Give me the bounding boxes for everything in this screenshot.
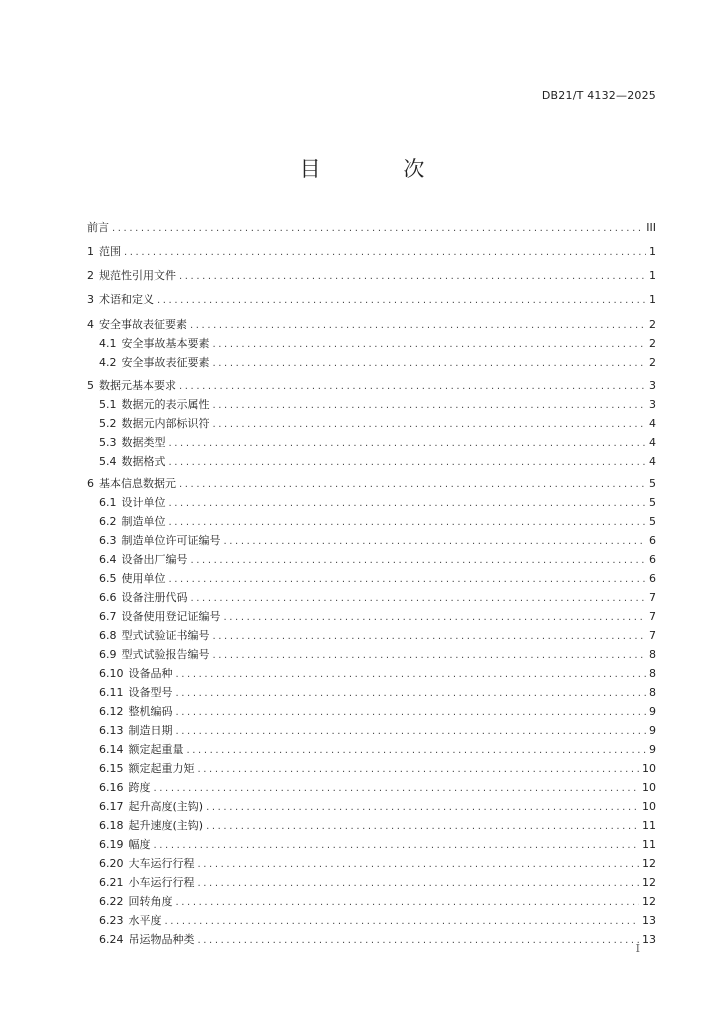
toc-entry[interactable] — [99, 913, 656, 929]
toc-entry-number: 6.14 — [99, 743, 124, 756]
toc-entry-label: 设备出厂编号 — [121, 553, 188, 566]
toc-entry-title — [99, 742, 184, 758]
toc-entry-title — [99, 761, 195, 777]
toc-entry-page: 8 — [649, 648, 656, 661]
toc-entry-label: 基本信息数据元 — [99, 477, 176, 490]
toc-entry-page: 7 — [649, 591, 656, 604]
toc-entry-title — [87, 476, 176, 492]
toc-entry-label: 数据元内部标识符 — [121, 417, 210, 430]
toc-entry-label: 小车运行行程 — [128, 876, 195, 889]
toc-entry-title — [99, 336, 210, 352]
toc-entry[interactable] — [99, 723, 656, 739]
toc-entry[interactable] — [87, 317, 656, 333]
toc-entry-number: 6.4 — [99, 553, 117, 566]
toc-entry[interactable] — [99, 875, 656, 891]
toc-entry[interactable] — [99, 533, 656, 549]
toc-entry-title — [99, 913, 162, 929]
toc-entry-number: 5.3 — [99, 436, 117, 449]
toc-entry-page: 7 — [649, 610, 656, 623]
document-code: DB21/T 4132—2025 — [541, 89, 656, 102]
toc-entry-page: 13 — [642, 933, 656, 946]
toc-leader-dots — [213, 417, 647, 433]
toc-entry-page: 6 — [649, 553, 656, 566]
toc-entry-title — [99, 552, 188, 568]
toc-leader-dots — [206, 800, 639, 816]
toc-entry-title — [99, 571, 166, 587]
toc-entry-page: 9 — [649, 705, 656, 718]
toc-entry-title — [99, 856, 195, 872]
toc-entry-page: 9 — [649, 743, 656, 756]
toc-entry-title — [87, 317, 187, 333]
toc-leader-dots — [206, 819, 639, 835]
toc-entry-label: 额定起重力矩 — [128, 762, 195, 775]
toc-leader-dots — [176, 686, 647, 702]
toc-entry-title — [99, 818, 203, 834]
toc-entry-title — [99, 780, 151, 796]
toc-entry[interactable] — [99, 780, 656, 796]
toc-entry-label: 安全事故表征要素 — [99, 318, 187, 331]
toc-entry-label: 吊运物品种类 — [128, 933, 195, 946]
toc-leader-dots — [198, 876, 640, 892]
toc-entry-title — [99, 704, 173, 720]
toc-entry-number: 6.16 — [99, 781, 124, 794]
toc-entry-number: 1 — [87, 245, 94, 258]
toc-entry-title — [99, 723, 173, 739]
toc-entry-title — [99, 799, 203, 815]
toc-entry-label: 跨度 — [128, 781, 151, 794]
toc-entry-title — [87, 244, 121, 260]
toc-entry[interactable] — [99, 454, 656, 470]
toc-entry-number: 6.17 — [99, 800, 124, 813]
toc-entry-page: 7 — [649, 629, 656, 642]
toc-entry-page: 10 — [642, 762, 656, 775]
toc-leader-dots — [179, 477, 646, 493]
toc-entry-page: 13 — [642, 914, 656, 927]
toc-entry-title — [99, 495, 166, 511]
toc-entry-page: 5 — [649, 477, 656, 490]
toc-entry-label: 设备型号 — [128, 686, 173, 699]
toc-entry-label: 前言 — [87, 221, 109, 234]
toc-entry-number: 5.1 — [99, 398, 117, 411]
toc-entry-label: 设备使用登记证编号 — [121, 610, 221, 623]
toc-entry-page: 4 — [649, 417, 656, 430]
toc-entry-page: 11 — [642, 819, 656, 832]
toc-entry[interactable] — [99, 856, 656, 872]
toc-leader-dots — [224, 610, 647, 626]
toc-entry-title — [87, 220, 109, 236]
toc-entry-number: 6.8 — [99, 629, 117, 642]
toc-entry-page: 6 — [649, 534, 656, 547]
toc-entry[interactable] — [99, 628, 656, 644]
toc-entry-number: 4.1 — [99, 337, 117, 350]
toc-entry-title — [99, 533, 221, 549]
toc-entry-page: 4 — [649, 436, 656, 449]
toc-entry[interactable] — [99, 571, 656, 587]
toc-entry-number: 6.19 — [99, 838, 124, 851]
toc-entry-label: 型式试验报告编号 — [121, 648, 210, 661]
toc-entry-label: 数据元基本要求 — [99, 379, 176, 392]
toc-entry-number: 4 — [87, 318, 94, 331]
toc-entry[interactable] — [99, 590, 656, 606]
toc-entry-label: 水平度 — [128, 914, 162, 927]
toc-entry-number: 6.22 — [99, 895, 124, 908]
toc-entry-page: 8 — [649, 686, 656, 699]
toc-entry[interactable] — [87, 476, 656, 492]
toc-entry-page: 12 — [642, 857, 656, 870]
toc-entry-title — [99, 355, 210, 371]
toc-entry-label: 型式试验证书编号 — [121, 629, 210, 642]
toc-entry-title — [99, 454, 166, 470]
toc-entry-label: 安全事故表征要素 — [121, 356, 210, 369]
toc-entry[interactable] — [99, 685, 656, 701]
toc-entry[interactable] — [87, 378, 656, 394]
toc-entry-number: 6.11 — [99, 686, 124, 699]
toc-entry-number: 6.3 — [99, 534, 117, 547]
toc-entry-page: III — [646, 221, 656, 234]
toc-entry-title — [99, 435, 166, 451]
toc-entry-page: 1 — [649, 269, 656, 282]
toc-entry-number: 6.24 — [99, 933, 124, 946]
toc-entry-page: 2 — [649, 356, 656, 369]
toc-leader-dots — [179, 269, 646, 285]
toc-entry-page: 3 — [649, 398, 656, 411]
toc-entry-number: 6.5 — [99, 572, 117, 585]
toc-entry-label: 回转角度 — [128, 895, 173, 908]
toc-entry-page: 9 — [649, 724, 656, 737]
toc-entry[interactable] — [99, 837, 656, 853]
toc-entry-number: 6.21 — [99, 876, 124, 889]
toc-leader-dots — [165, 914, 640, 930]
toc-entry-label: 数据类型 — [121, 436, 166, 449]
toc-entry-page: 3 — [649, 379, 656, 392]
toc-entry-label: 额定起重量 — [128, 743, 184, 756]
toc-entry-number: 6.2 — [99, 515, 117, 528]
toc-entry-number: 5 — [87, 379, 94, 392]
toc-entry[interactable] — [99, 355, 656, 371]
toc-entry-number: 6.6 — [99, 591, 117, 604]
toc-entry-number: 6.13 — [99, 724, 124, 737]
toc-leader-dots — [169, 572, 647, 588]
toc-entry-number: 6.7 — [99, 610, 117, 623]
toc-entry-number: 5.4 — [99, 455, 117, 468]
toc-entry[interactable] — [87, 292, 656, 308]
toc-leader-dots — [169, 455, 647, 471]
toc-entry-page: 12 — [642, 895, 656, 908]
toc-entry-number: 6 — [87, 477, 94, 490]
toc-entry-label: 数据格式 — [121, 455, 166, 468]
toc-entry[interactable] — [99, 647, 656, 663]
toc-entry-page: 10 — [642, 800, 656, 813]
toc-entry-page: 4 — [649, 455, 656, 468]
toc-entry-page: 1 — [649, 245, 656, 258]
toc-entry[interactable] — [99, 435, 656, 451]
toc-entry-page: 11 — [642, 838, 656, 851]
toc-entry-page: 8 — [649, 667, 656, 680]
toc-entry[interactable] — [99, 552, 656, 568]
toc-entry[interactable] — [99, 932, 656, 948]
toc-entry-title — [99, 514, 166, 530]
toc-entry-page: 1 — [649, 293, 656, 306]
page-title: 目 次 — [299, 157, 463, 181]
toc-entry-label: 制造单位许可证编号 — [121, 534, 221, 547]
toc-entry-title — [87, 378, 176, 394]
toc-entry-title — [99, 416, 210, 432]
toc-entry-label: 规范性引用文件 — [99, 269, 176, 282]
toc-leader-dots — [213, 337, 647, 353]
toc-leader-dots — [176, 724, 647, 740]
toc-entry-title — [87, 292, 154, 308]
toc-entry-number: 4.2 — [99, 356, 117, 369]
toc-entry-label: 起升速度(主钩) — [128, 819, 204, 832]
toc-entry-label: 起升高度(主钩) — [128, 800, 204, 813]
toc-entry[interactable] — [99, 818, 656, 834]
toc-leader-dots — [124, 245, 646, 261]
toc-entry-label: 设备品种 — [128, 667, 173, 680]
toc-entry-title — [99, 875, 195, 891]
toc-leader-dots — [187, 743, 647, 759]
toc-leader-dots — [154, 838, 640, 854]
toc-entry-title — [99, 628, 210, 644]
toc-leader-dots — [213, 648, 647, 664]
toc-entry[interactable] — [99, 416, 656, 432]
toc-leader-dots — [154, 781, 640, 797]
toc-entry-title — [99, 837, 151, 853]
toc-entry-page: 5 — [649, 515, 656, 528]
toc-entry[interactable] — [87, 244, 656, 260]
toc-entry[interactable] — [99, 336, 656, 352]
toc-leader-dots — [190, 318, 646, 334]
toc-entry-title — [99, 685, 173, 701]
toc-entry[interactable] — [99, 799, 656, 815]
toc-entry-number: 3 — [87, 293, 94, 306]
toc-entry-number: 6.20 — [99, 857, 124, 870]
toc-entry-title — [87, 268, 176, 284]
toc-leader-dots — [213, 398, 647, 414]
toc-entry-title — [99, 894, 173, 910]
toc-entry-title — [99, 932, 195, 948]
toc-entry-number: 6.9 — [99, 648, 117, 661]
toc-entry-label: 范围 — [99, 245, 121, 258]
toc-leader-dots — [169, 496, 647, 512]
toc-entry-label: 整机编码 — [128, 705, 173, 718]
toc-entry[interactable] — [99, 495, 656, 511]
toc-entry-label: 术语和定义 — [99, 293, 154, 306]
toc-leader-dots — [169, 436, 647, 452]
toc-entry-label: 制造日期 — [128, 724, 173, 737]
toc-entry-label: 数据元的表示属性 — [121, 398, 210, 411]
page-number: I — [635, 942, 640, 955]
toc-entry-number: 6.15 — [99, 762, 124, 775]
toc-leader-dots — [213, 629, 647, 645]
toc-entry-title — [99, 397, 210, 413]
toc-entry-title — [99, 609, 221, 625]
toc-entry-number: 6.12 — [99, 705, 124, 718]
toc-entry[interactable] — [99, 704, 656, 720]
toc-entry[interactable] — [99, 666, 656, 682]
toc-leader-dots — [112, 221, 643, 237]
toc-leader-dots — [176, 705, 647, 721]
toc-entry-label: 大车运行行程 — [128, 857, 195, 870]
toc-leader-dots — [198, 933, 640, 949]
toc-entry[interactable] — [99, 894, 656, 910]
toc-entry-number: 2 — [87, 269, 94, 282]
toc-entry-label: 使用单位 — [121, 572, 166, 585]
toc-entry-number: 6.10 — [99, 667, 124, 680]
toc-entry-page: 5 — [649, 496, 656, 509]
toc-entry[interactable] — [87, 220, 656, 236]
toc-entry-title — [99, 647, 210, 663]
toc-leader-dots — [191, 553, 647, 569]
toc-entry[interactable] — [99, 609, 656, 625]
toc-entry-page: 2 — [649, 318, 656, 331]
toc-entry[interactable] — [99, 761, 656, 777]
toc-entry-page: 6 — [649, 572, 656, 585]
toc-entry[interactable] — [99, 514, 656, 530]
toc-entry-number: 5.2 — [99, 417, 117, 430]
toc-entry-label: 制造单位 — [121, 515, 166, 528]
toc-leader-dots — [157, 293, 646, 309]
toc-entry-label: 安全事故基本要素 — [121, 337, 210, 350]
toc-leader-dots — [191, 591, 647, 607]
toc-entry[interactable] — [99, 742, 656, 758]
toc-entry-number: 6.23 — [99, 914, 124, 927]
toc-entry-page: 10 — [642, 781, 656, 794]
toc-entry[interactable] — [87, 268, 656, 284]
toc-entry[interactable] — [99, 397, 656, 413]
toc-entry-page: 12 — [642, 876, 656, 889]
toc-leader-dots — [224, 534, 647, 550]
toc-leader-dots — [198, 857, 640, 873]
toc-entry-label: 设计单位 — [121, 496, 166, 509]
toc-entry-number: 6.1 — [99, 496, 117, 509]
toc-leader-dots — [176, 895, 640, 911]
toc-entry-number: 6.18 — [99, 819, 124, 832]
toc-leader-dots — [169, 515, 647, 531]
toc-leader-dots — [176, 667, 647, 683]
toc-leader-dots — [179, 379, 646, 395]
toc-entry-label: 幅度 — [128, 838, 151, 851]
toc-entry-page: 2 — [649, 337, 656, 350]
toc-leader-dots — [198, 762, 640, 778]
toc-entry-label: 设备注册代码 — [121, 591, 188, 604]
toc-entry-title — [99, 666, 173, 682]
toc-leader-dots — [213, 356, 647, 372]
toc-entry-title — [99, 590, 188, 606]
